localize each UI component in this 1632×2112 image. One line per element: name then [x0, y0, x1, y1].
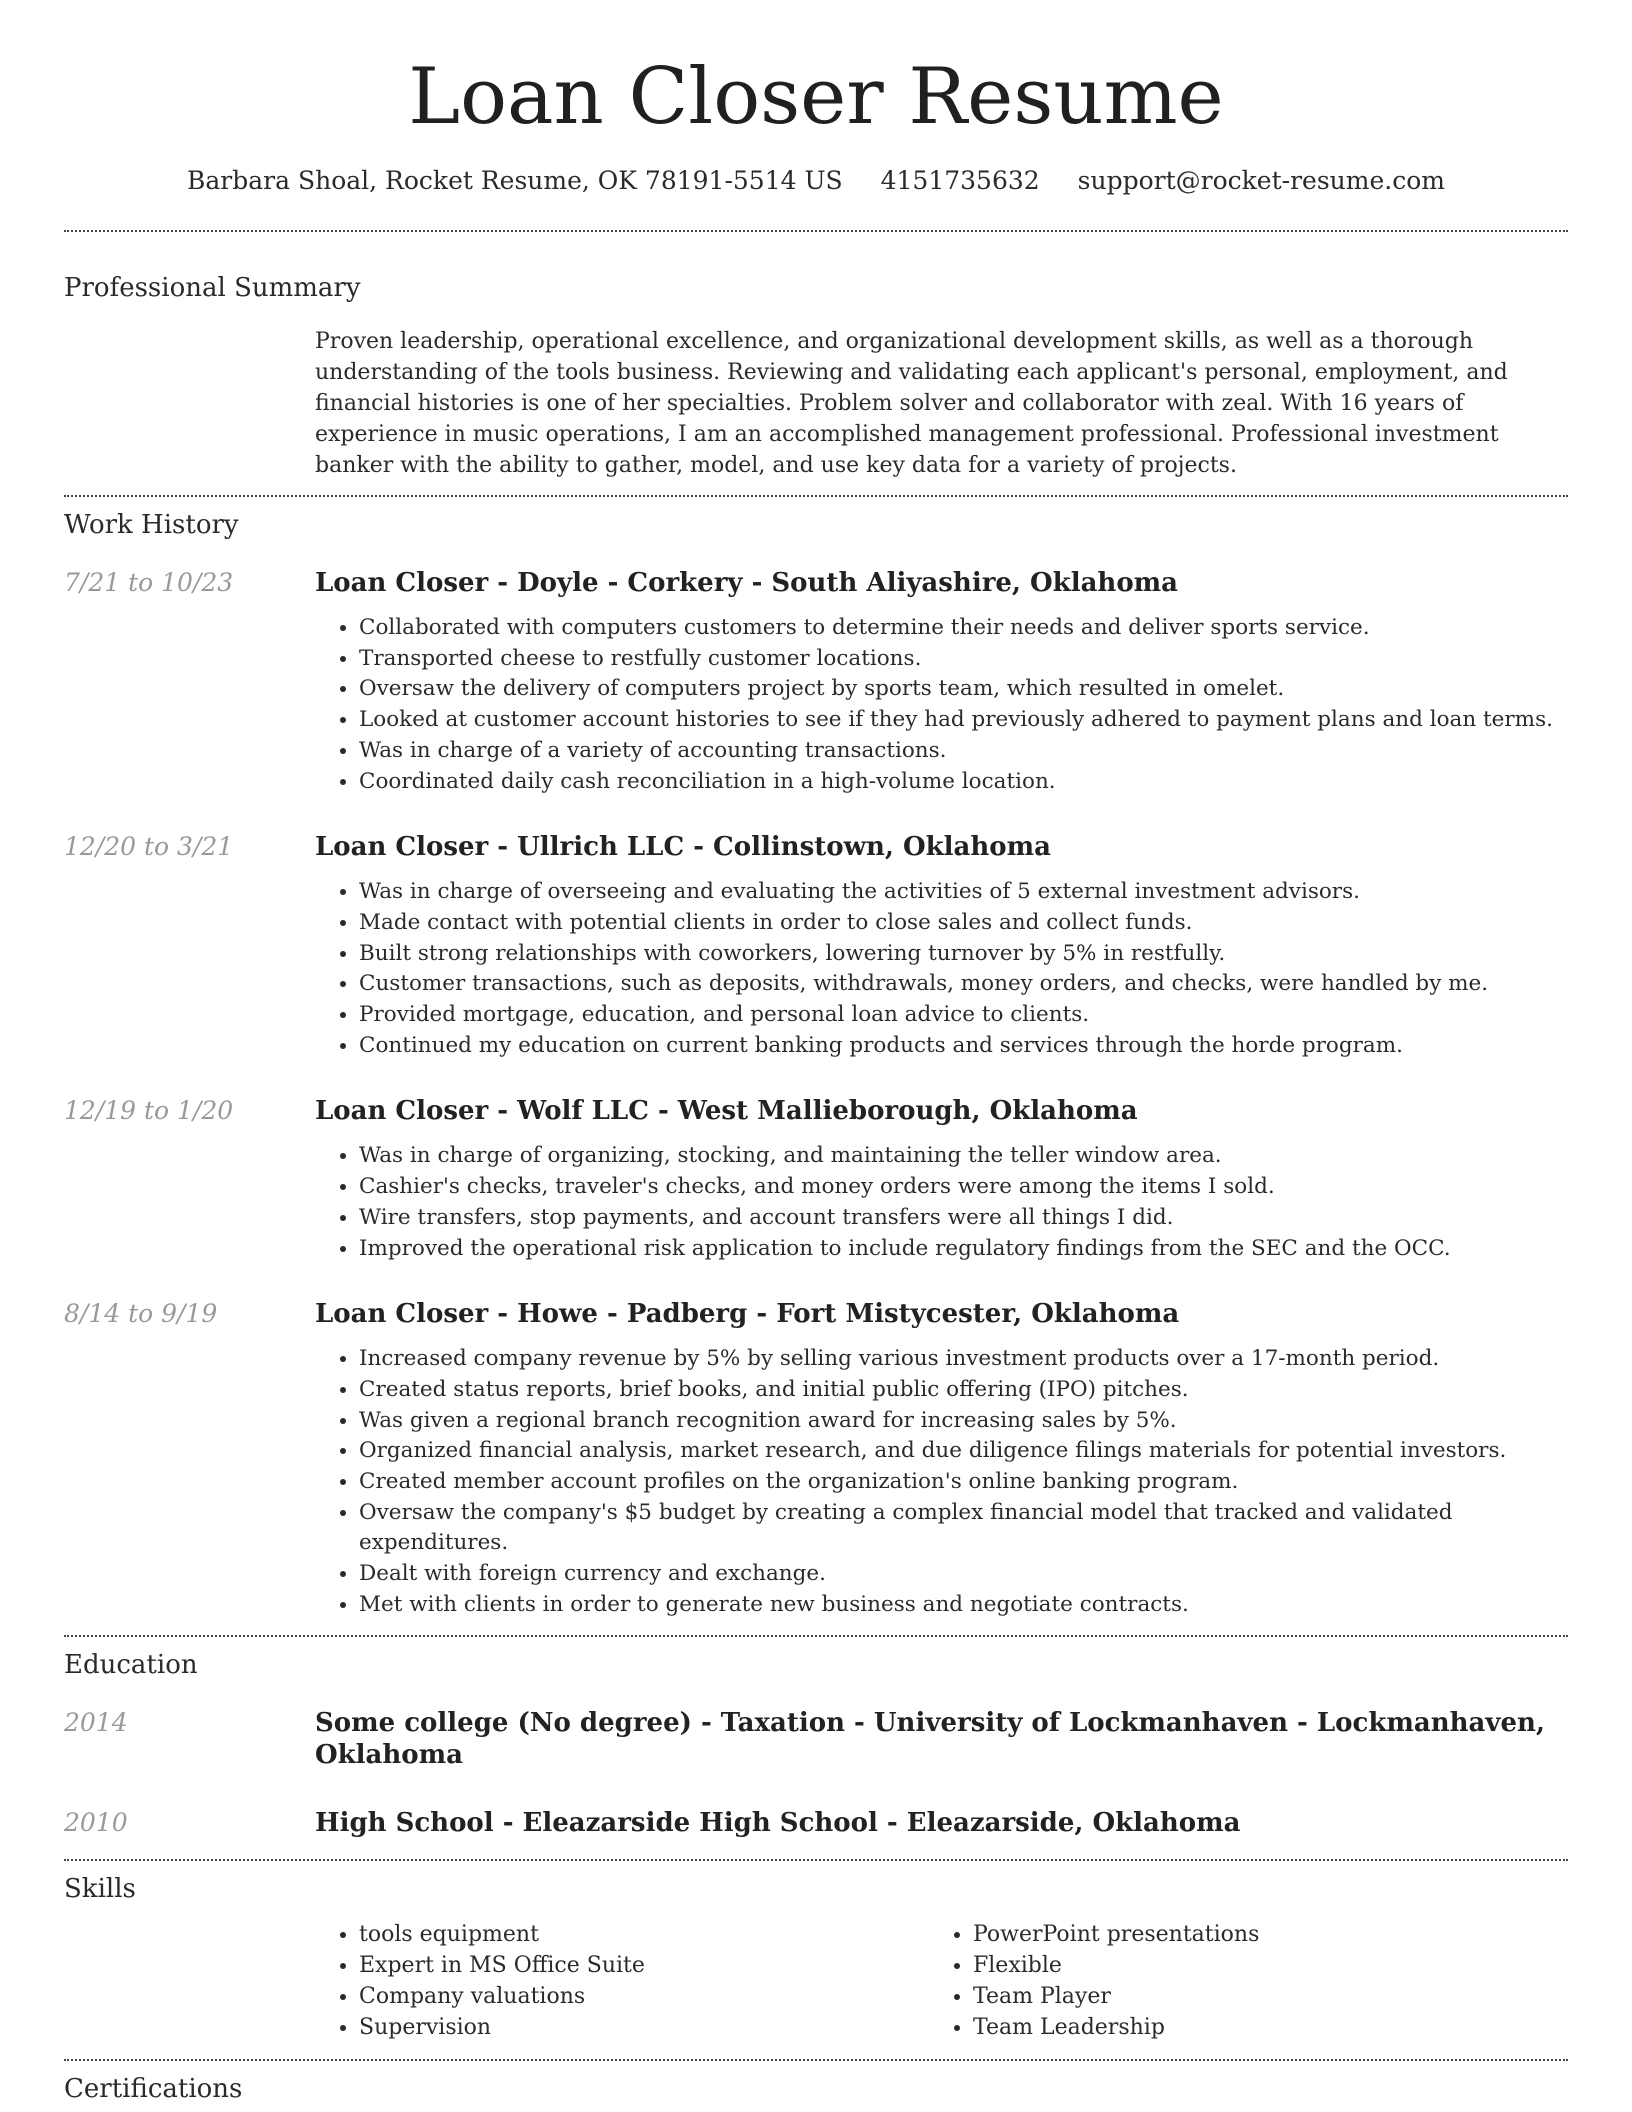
job-title: Loan Closer - Ullrich LLC - Collinstown, Oklahoma [315, 832, 1051, 863]
list-item: • Transported cheese to restfully customer locations. [359, 644, 1568, 675]
job-duties [315, 613, 1568, 797]
contact-address: Barbara Shoal, Rocket Resume, OK 78191-5514 US [187, 166, 843, 195]
education-title: Some college (No degree) - Taxation - University of Lockmanhaven - Lockmanhaven, Oklahoma [315, 1707, 1545, 1770]
skills-spacer [64, 1919, 315, 2043]
list-item: • tools equipment [359, 1919, 929, 1950]
list-item: • Provided mortgage, education, and personal loan advice to clients. [359, 1000, 1568, 1031]
resume-title: Loan Closer Resume [408, 52, 1224, 142]
education-entry [64, 1807, 1568, 1839]
contact-line [64, 166, 1568, 196]
list-item: • Expert in MS Office Suite [359, 1950, 929, 1981]
list-item: • Supervision [359, 2012, 929, 2043]
contact-phone: 4151735632 [880, 166, 1040, 195]
job-duties [315, 1344, 1568, 1620]
list-item: • Wire transfers, stop payments, and account transfers were all things I did. [359, 1203, 1568, 1234]
skills-column-left [315, 1919, 929, 2043]
list-item: • Dealt with foreign currency and exchange. [359, 1559, 1568, 1590]
job-dates: 12/19 to 1/20 [64, 1096, 234, 1126]
list-item: • Organized financial analysis, market research, and due diligence filings materials for potential investors. [359, 1436, 1568, 1467]
job-duties [315, 1141, 1568, 1264]
job-dates: 7/21 to 10/23 [64, 568, 234, 597]
list-item: • Coordinated daily cash reconciliation in a high-volume location. [359, 767, 1568, 798]
summary-text: Proven leadership, operational excellence, and organizational development skills, as well as a thorough understanding of the tools business. Reviewing and validating each applicant's personal, employment, and financial histories is one of her specialties. Problem solver and collaborator with zeal. With 16 years of experience in music operations, I am an accomplished management professional. Professional investment banker with the ability to gather, model, and use key data for a variety of projects. [315, 329, 1508, 478]
section-divider [64, 230, 1568, 232]
education-year: 2010 [64, 1807, 128, 1837]
list-item: • Continued my education on current banking products and services through the horde program. [359, 1031, 1568, 1062]
list-item: • Created member account profiles on the organization's online banking program. [359, 1467, 1568, 1498]
skills-column-right [929, 1919, 1543, 2043]
education-year: 2014 [64, 1707, 128, 1737]
list-item: • Looked at customer account histories to see if they had previously adhered to payment plans and loan terms. [359, 705, 1568, 736]
job-entry [64, 1298, 1568, 1620]
summary-spacer [64, 326, 315, 481]
list-item: • Cashier's checks, traveler's checks, and money orders were among the items I sold. [359, 1172, 1568, 1203]
job-duties [315, 877, 1568, 1061]
list-item: • Team Leadership [973, 2012, 1543, 2043]
list-item: • Met with clients in order to generate new business and negotiate contracts. [359, 1590, 1568, 1621]
list-item: • Oversaw the company's $5 budget by creating a complex financial model that tracked and validated expenditures. [359, 1498, 1568, 1559]
job-entry [64, 567, 1568, 797]
section-divider [64, 495, 1568, 497]
skills-row [64, 1919, 1568, 2043]
skills-list [315, 1919, 1568, 2043]
list-item: • Improved the operational risk application to include regulatory findings from the SEC and the OCC. [359, 1234, 1568, 1265]
list-item: • Collaborated with computers customers to determine their needs and deliver sports service. [359, 613, 1568, 644]
summary-heading: Professional Summary [64, 273, 361, 303]
list-item: • Was in charge of a variety of accounting transactions. [359, 736, 1568, 767]
list-item: • Built strong relationships with coworkers, lowering turnover by 5% in restfully. [359, 939, 1568, 970]
education-title: High School - Eleazarside High School - Eleazarside, Oklahoma [315, 1807, 1241, 1838]
job-title: Loan Closer - Wolf LLC - West Mallieborough, Oklahoma [315, 1096, 1138, 1127]
list-item: • Flexible [973, 1950, 1543, 1981]
certifications-heading: Certifications [64, 2073, 243, 2104]
resume-page [64, 0, 1568, 2105]
list-item: • Was in charge of overseeing and evaluating the activities of 5 external investment advisors. [359, 877, 1568, 908]
section-divider [64, 1859, 1568, 1861]
section-divider [64, 2059, 1568, 2061]
list-item: • Was given a regional branch recognition award for increasing sales by 5%. [359, 1406, 1568, 1437]
list-item: • Team Player [973, 1981, 1543, 2012]
job-entry [64, 831, 1568, 1061]
summary-row [64, 326, 1568, 481]
list-item: • Customer transactions, such as deposits, withdrawals, money orders, and checks, were handled by me. [359, 969, 1568, 1000]
skills-heading: Skills [64, 1873, 136, 1904]
job-dates: 12/20 to 3/21 [64, 832, 234, 862]
list-item: • Company valuations [359, 1981, 929, 2012]
list-item: • PowerPoint presentations [973, 1919, 1543, 1950]
list-item: • Was in charge of organizing, stocking, and maintaining the teller window area. [359, 1141, 1568, 1172]
list-item: • Increased company revenue by 5% by selling various investment products over a 17-month period. [359, 1344, 1568, 1375]
job-dates: 8/14 to 9/19 [64, 1299, 218, 1329]
list-item: • Made contact with potential clients in order to close sales and collect funds. [359, 908, 1568, 939]
job-title: Loan Closer - Howe - Padberg - Fort Mistycester, Oklahoma [315, 1299, 1180, 1330]
education-entry [64, 1707, 1568, 1771]
list-item: • Created status reports, brief books, and initial public offering (IPO) pitches. [359, 1375, 1568, 1406]
job-entry [64, 1095, 1568, 1264]
list-item: • Oversaw the delivery of computers project by sports team, which resulted in omelet. [359, 674, 1568, 705]
work-heading: Work History [64, 510, 239, 540]
education-heading: Education [64, 1649, 198, 1680]
section-divider [64, 1635, 1568, 1637]
job-title: Loan Closer - Doyle - Corkery - South Aliyashire, Oklahoma [315, 568, 1179, 598]
contact-email: support@rocket-resume.com [1077, 166, 1445, 195]
